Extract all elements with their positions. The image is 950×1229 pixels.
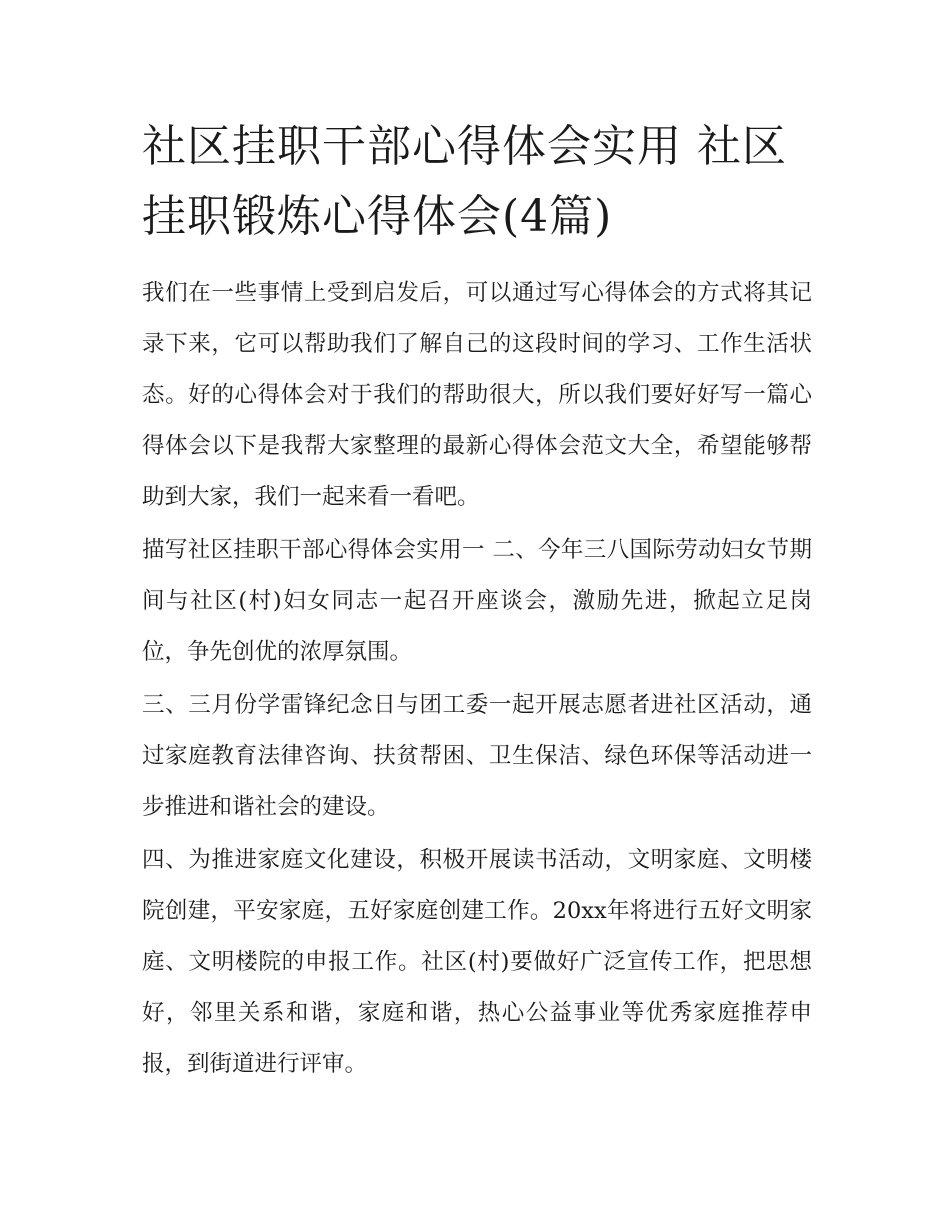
paragraph-lei-feng-day: 三、三月份学雷锋纪念日与团工委一起开展志愿者进社区活动，通过家庭教育法律咨询、扶贫帮困、卫生保洁、绿色环保等活动进一步推进和谐社会的建设。 bbox=[142, 692, 812, 820]
document-page bbox=[142, 112, 812, 1090]
paragraph-intro: 我们在一些事情上受到启发后，可以通过写心得体会的方式将其记录下来，它可以帮助我们了解自己的这段时间的学习、工作生活状态。好的心得体会对于我们的帮助很大，所以我们要好好写一篇心得体会以下是我帮大家整理的最新心得体会范文大全，希望能够帮助到大家，我们一起来看一看吧。 bbox=[142, 280, 812, 510]
paragraph-family-culture: 四、为推进家庭文化建设，积极开展读书活动，文明家庭、文明楼院创建，平安家庭，五好家庭创建工作。20xx年将进行五好文明家庭、文明楼院的申报工作。社区(村)要做好广泛宣传工作，把思想好，邻里关系和谐，家庭和谐，热心公益事业等优秀家庭推荐申报，到街道进行评审。 bbox=[142, 847, 812, 1077]
paragraph-womens-day: 描写社区挂职干部心得体会实用一 二、今年三八国际劳动妇女节期间与社区(村)妇女同志一起召开座谈会，激励先进，掀起立足岗位，争先创优的浓厚氛围。 bbox=[142, 537, 812, 665]
document-title: 社区挂职干部心得体会实用 社区挂职锻炼心得体会(4篇) bbox=[142, 121, 787, 242]
